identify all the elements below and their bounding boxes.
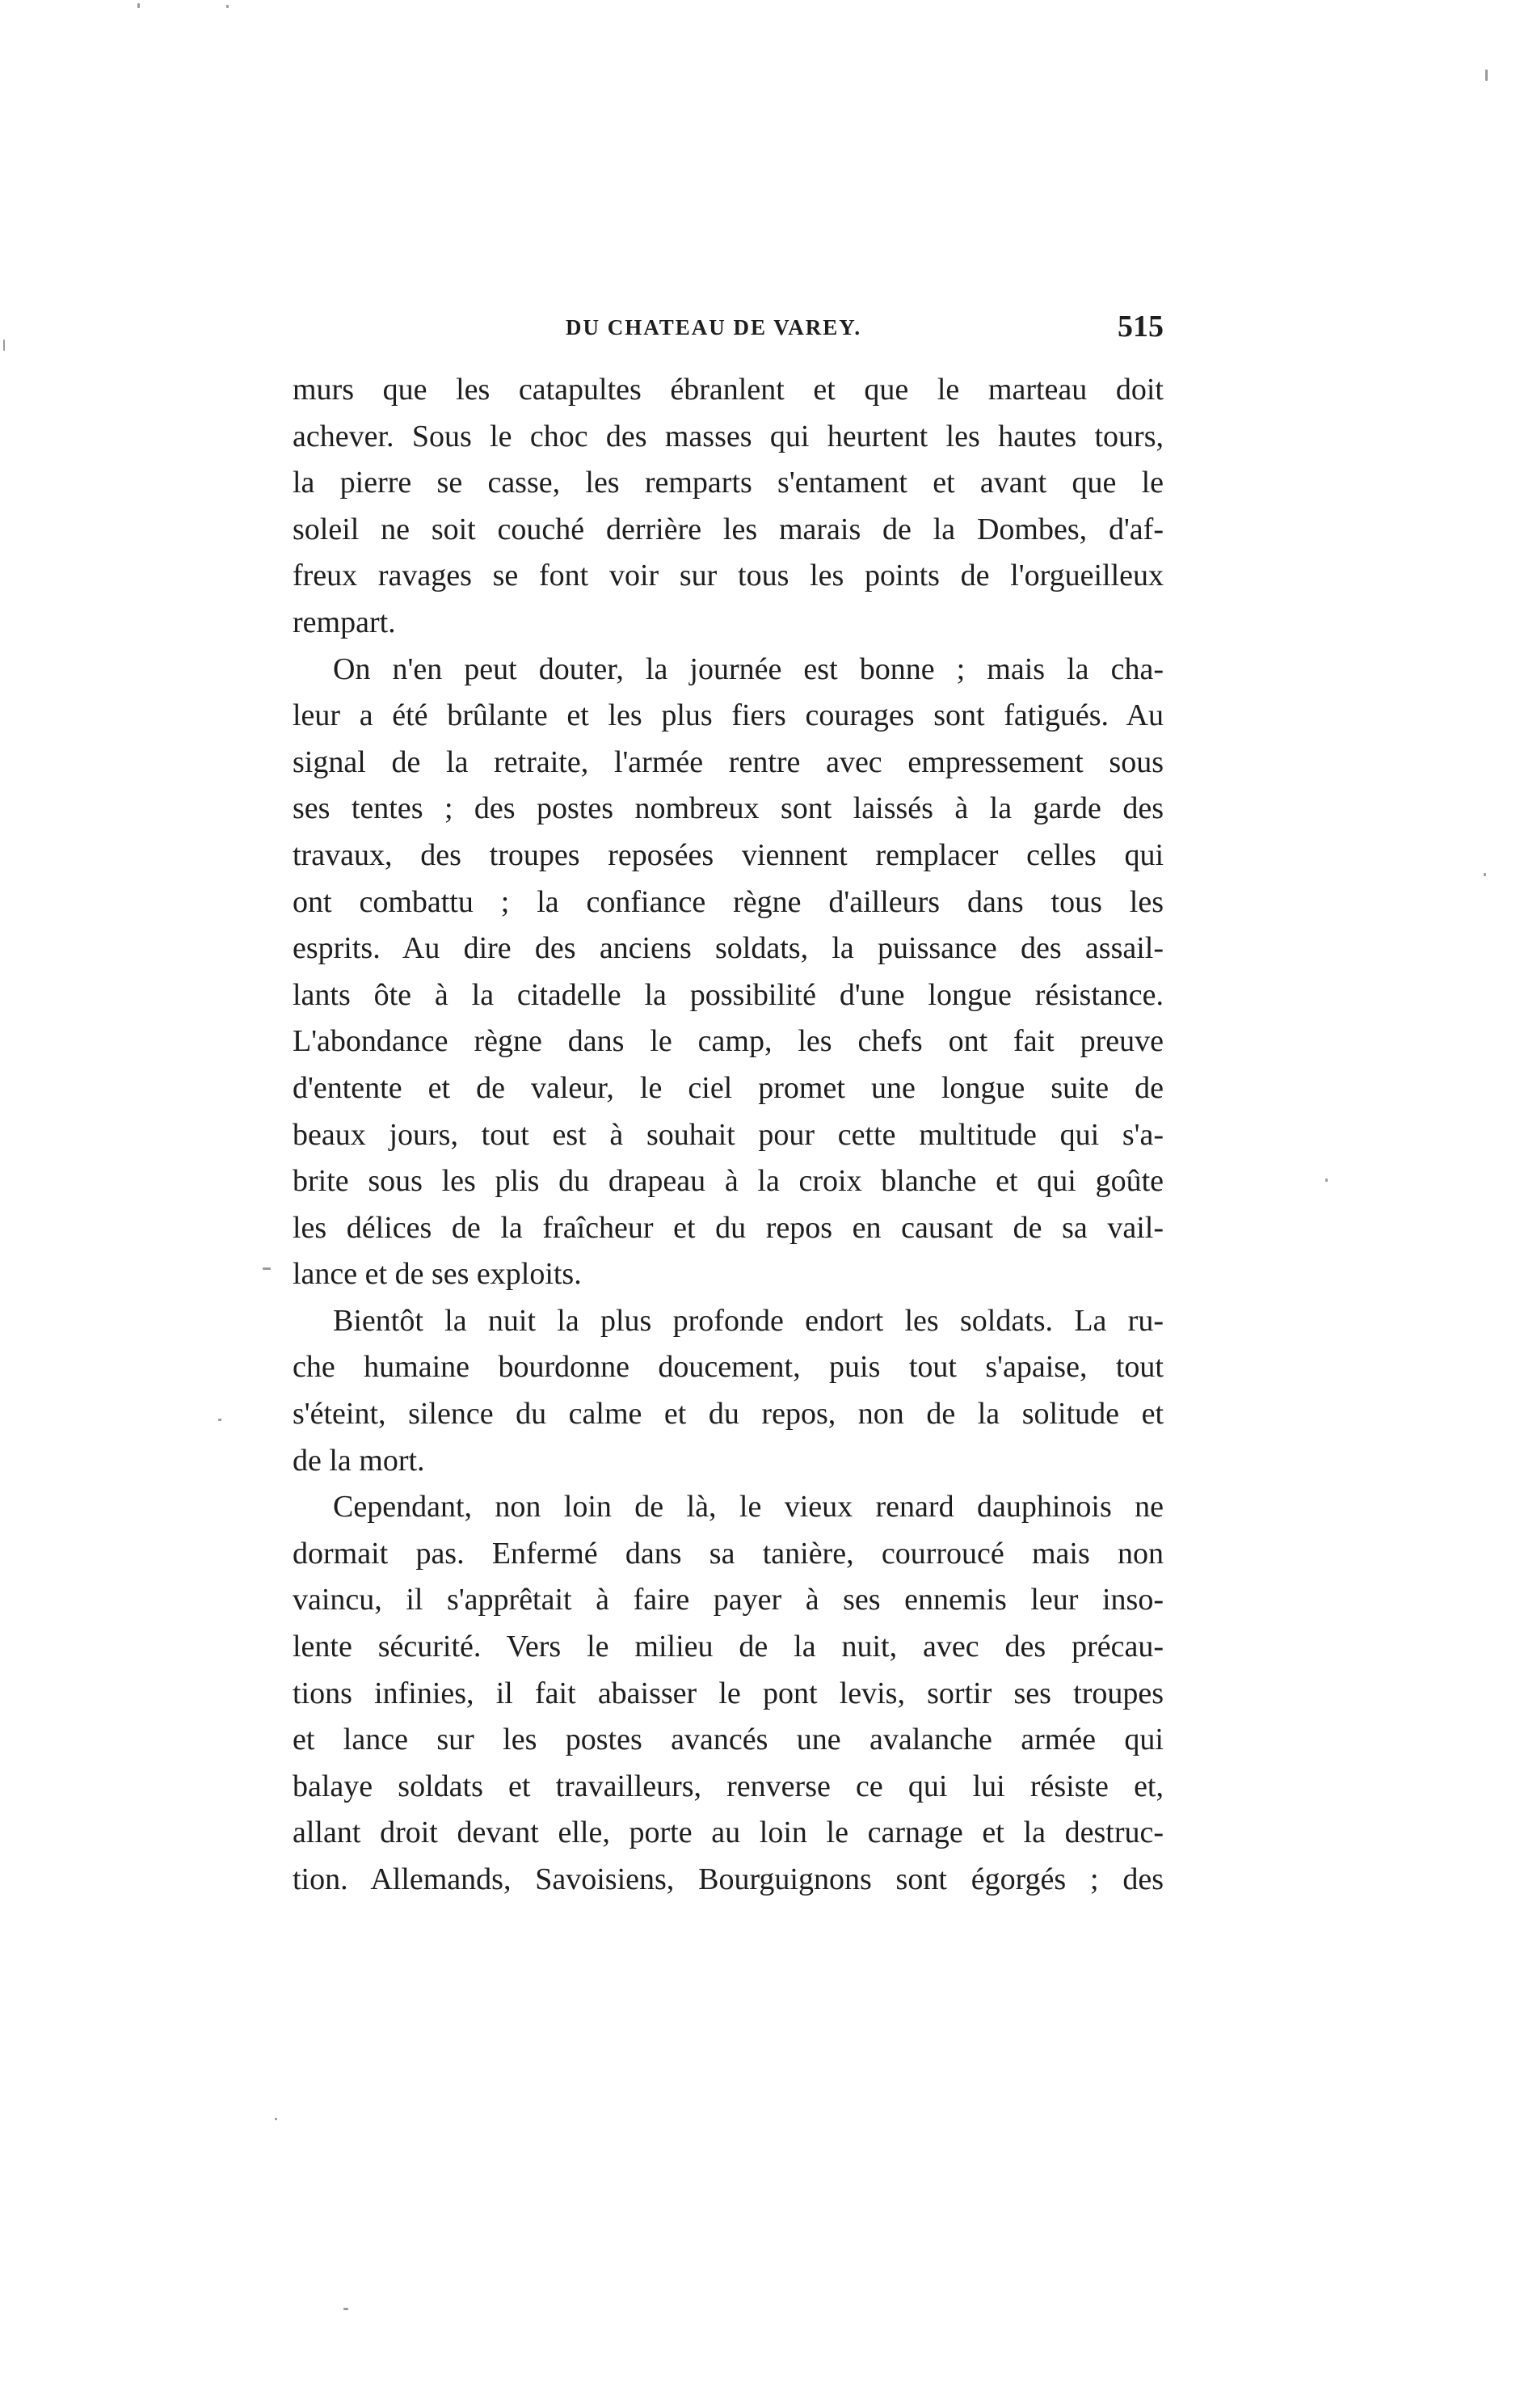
text-line: freux ravages se font voir sur tous les points de l'orgueilleux	[293, 559, 1164, 593]
text-line: achever. Sous le choc des masses qui heurtent les hautes tours,	[293, 419, 1164, 453]
text-line: signal de la retraite, l'armée rentre avec empressement sous	[293, 744, 1164, 779]
text-line: murs que les catapultes ébranlent et que le marteau doit	[293, 373, 1164, 407]
text-line: lance et de ses exploits.	[293, 1257, 582, 1292]
text-line: s'éteint, silence du calme et du repos, non de la solitude et	[293, 1397, 1164, 1432]
text-line: rempart.	[293, 605, 396, 639]
running-title: DU CHATEAU DE VAREY.	[566, 315, 862, 339]
scan-speck	[218, 1419, 221, 1421]
text-line: Bientôt la nuit la plus profonde endort les soldats. La ru-	[333, 1303, 1164, 1338]
text-line: dormait pas. Enfermé dans sa tanière, courroucé mais non	[293, 1536, 1164, 1571]
text-line: L'abondance règne dans le camp, les chefs ont fait preuve	[293, 1024, 1164, 1059]
text-line: balaye soldats et travailleurs, renverse ce qui lui résiste et,	[293, 1769, 1164, 1803]
text-line: tion. Allemands, Savoisiens, Bourguignons sont égorgés ; des	[293, 1862, 1164, 1896]
text-line: beaux jours, tout est à souhait pour cette multitude qui s'a-	[293, 1117, 1164, 1152]
text-line: lente sécurité. Vers le milieu de la nuit, avec des précau-	[293, 1630, 1164, 1664]
text-line: allant droit devant elle, porte au loin le carnage et la destruc-	[293, 1815, 1164, 1850]
text-line: brite sous les plis du drapeau à la croix blanche et qui goûte	[293, 1164, 1164, 1199]
text-line: et lance sur les postes avancés une avalanche armée qui	[293, 1723, 1164, 1757]
text-line: de la mort.	[293, 1443, 425, 1478]
text-line: che humaine bourdonne doucement, puis tout s'apaise, tout	[293, 1350, 1164, 1385]
scan-speck	[137, 3, 140, 8]
scan-speck	[1485, 70, 1488, 81]
page-number: 515	[1118, 310, 1164, 344]
text-line: tions infinies, il fait abaisser le pont levis, sortir ses troupes	[293, 1676, 1164, 1710]
text-line: leur a été brûlante et les plus fiers courages sont fatigués. Au	[293, 698, 1164, 733]
scan-speck	[275, 2118, 277, 2120]
text-line: vaincu, il s'apprêtait à faire payer à ses ennemis leur inso-	[293, 1583, 1164, 1617]
text-line: soleil ne soit couché derrière les marais de la Dombes, d'af-	[293, 512, 1164, 546]
text-line: On n'en peut douter, la journée est bonne ; mais la cha-	[333, 652, 1164, 686]
scan-speck	[1484, 873, 1486, 876]
scan-speck	[226, 5, 229, 8]
body-text	[293, 367, 1164, 1904]
text-line: ont combattu ; la confiance règne d'ailleurs dans tous les	[293, 884, 1164, 919]
text-line: d'entente et de valeur, le ciel promet une longue suite de	[293, 1070, 1164, 1105]
scan-speck	[263, 1267, 271, 1270]
page-header	[291, 310, 1164, 356]
text-line: lants ôte à la citadelle la possibilité d'une longue résistance.	[293, 977, 1164, 1012]
text-line: esprits. Au dire des anciens soldats, la puissance des assail-	[293, 931, 1164, 966]
scan-speck	[1325, 1179, 1328, 1182]
text-line: la pierre se casse, les remparts s'entament et avant que le	[293, 466, 1164, 500]
text-line: les délices de la fraîcheur et du repos en causant de sa vail-	[293, 1210, 1164, 1245]
text-line: ses tentes ; des postes nombreux sont laissés à la garde des	[293, 791, 1164, 826]
scan-speck	[343, 2308, 348, 2310]
scan-speck	[3, 339, 5, 351]
text-line: travaux, des troupes reposées viennent remplacer celles qui	[293, 837, 1164, 872]
text-line: Cependant, non loin de là, le vieux renard dauphinois ne	[333, 1490, 1164, 1525]
